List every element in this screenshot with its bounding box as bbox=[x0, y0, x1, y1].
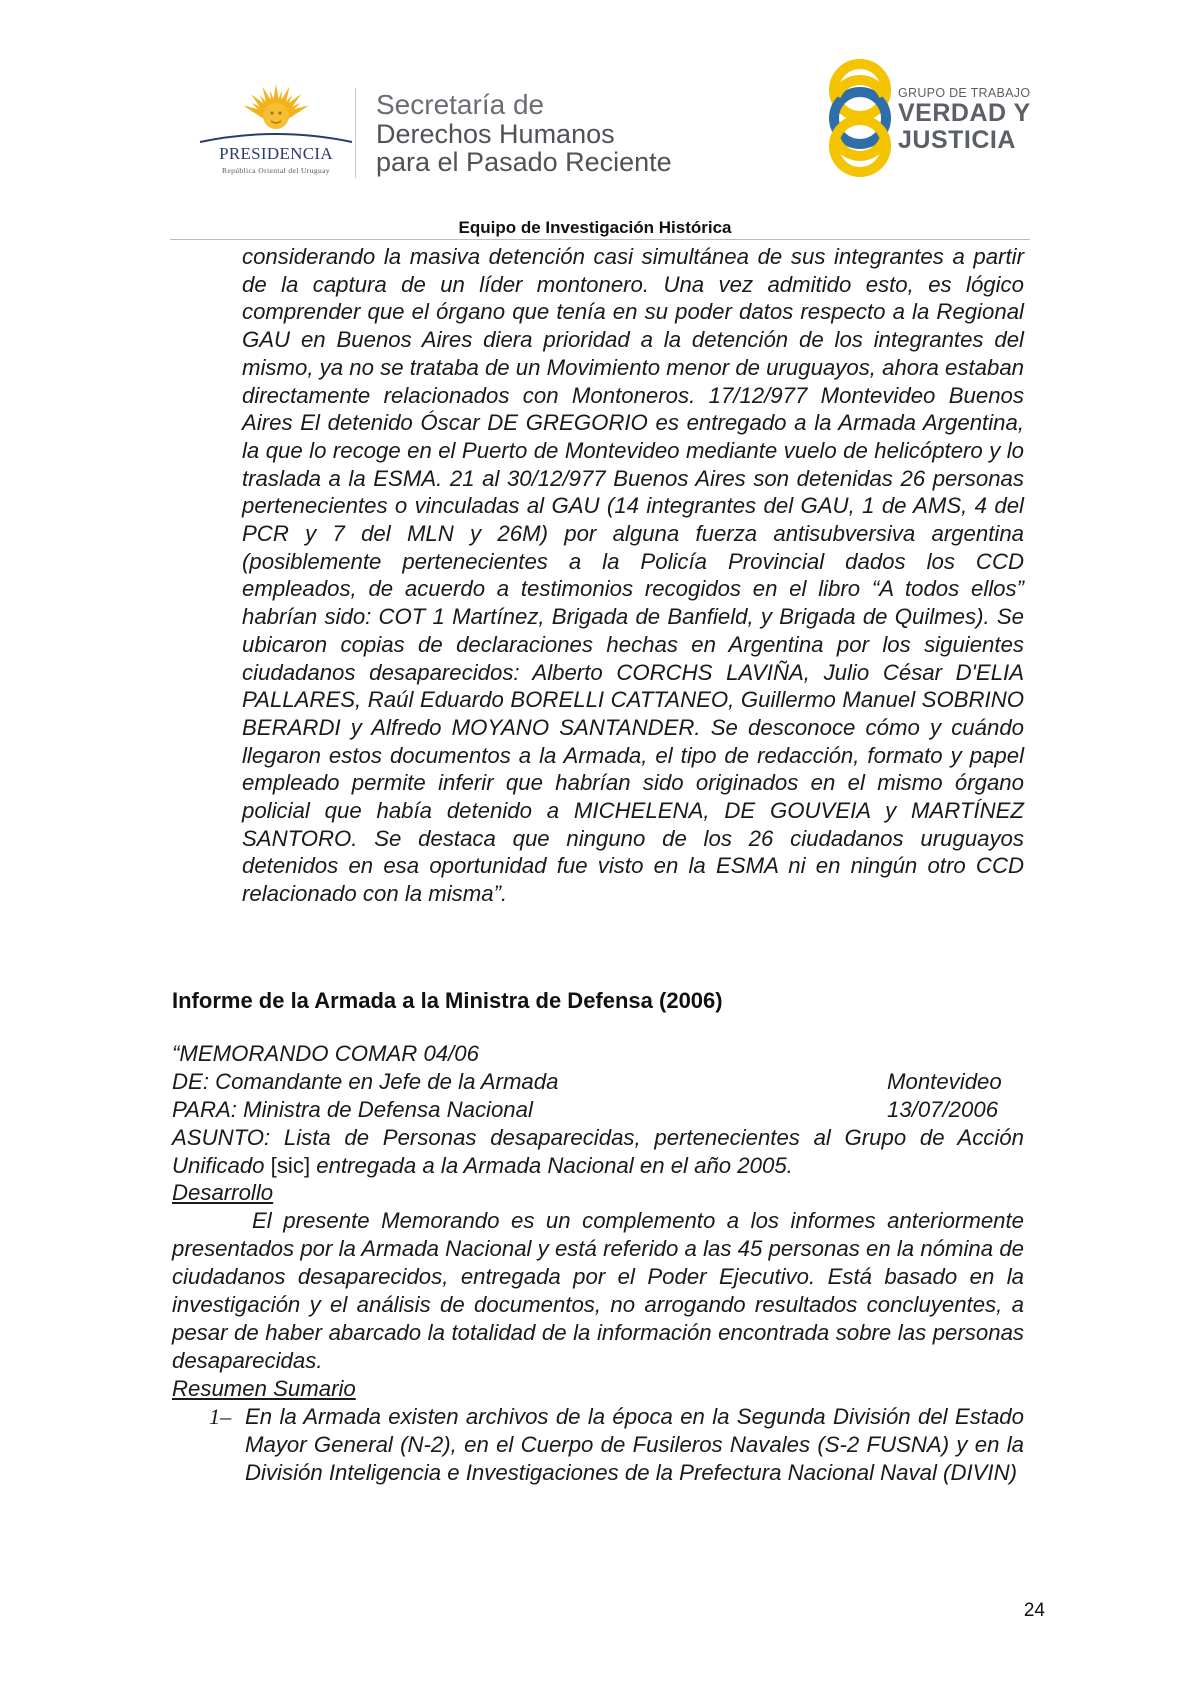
memo-subject-post: entregada a la Armada Nacional en el año 2005. bbox=[310, 1152, 793, 1178]
sun-emblem-icon bbox=[196, 82, 356, 152]
resumen-heading-text: Resumen Sumario bbox=[172, 1375, 356, 1401]
list-item-marker: 1– bbox=[209, 1404, 232, 1429]
memo-to: PARA: Ministra de Defensa Nacional bbox=[172, 1096, 533, 1122]
memorandum bbox=[172, 1040, 1024, 1403]
verdad-justicia-text bbox=[898, 86, 1031, 154]
memo-to-line bbox=[172, 1096, 1024, 1124]
secretaria-line-2: Derechos Humanos bbox=[376, 119, 615, 149]
secretaria-line-3: para el Pasado Reciente bbox=[376, 147, 672, 177]
memo-place: Montevideo bbox=[887, 1068, 1002, 1094]
memo-from: DE: Comandante en Jefe de la Armada bbox=[172, 1068, 559, 1094]
grupo-line-1: GRUPO DE TRABAJO bbox=[898, 86, 1031, 100]
memo-ref: “MEMORANDO COMAR 04/06 bbox=[172, 1041, 479, 1066]
memo-date: 13/07/2006 bbox=[887, 1096, 999, 1122]
secretaria-logo-text bbox=[376, 90, 672, 176]
quote-paragraph: considerando la masiva detención casi simultánea de sus integrantes a partir de la captura de un líder montonero. Una vez admitido esto, es lógico comprender que el órgano que tenía en su poder datos respecto a la Regional GAU en Buenos Aires diera prioridad a la detención de los integrantes del mismo, ya no se trataba de un Movimiento menor de uruguayos, ahora estaban directamente relacionados con Montoneros. 17/12/977 Montevideo Buenos Aires El detenido Óscar DE GREGORIO es entregado a la Armada Argentina, la que lo recoge en el Puerto de Montevideo mediante vuelo de helicóptero y lo traslada a la ESMA. 21 al 30/12/977 Buenos Aires son detenidas 26 personas pertenecientes o vinculadas al GAU (14 integrantes del GAU, 1 de AMS, 4 del PCR y 7 del MLN y 26M) por alguna fuerza antisubversiva argentina (posiblemente pertenecientes a la Policía Provincial dados los CCD empleados, de acuerdo a testimonios recogidos en el libro “A todos ellos” habrían sido: COT 1 Martínez, Brigada de Banfield, y Brigada de Quilmes). Se ubicaron copias de declaraciones hechas en Argentina por los siguientes ciudadanos desaparecidos: Alberto CORCHS LAVIÑA, Julio César D'ELIA PALLARES, Raúl Eduardo BORELLI CATTANEO, Guillermo Manuel SOBRINO BERARDI y Alfredo MOYANO SANTANDER. Se desconoce cómo y cuándo llegaron estos documentos a la Armada, el tipo de redacción, formato y papel empleado permite inferir que habrían sido originados en el mismo órgano policial que había detenido a MICHELENA, DE GOUVEIA y MARTÍNEZ SANTORO. Se destaca que ninguno de los 26 ciudadanos uruguayos detenidos en esa oportunidad fue visto en la ESMA ni en ningún otro CCD relacionado con la misma”. bbox=[242, 244, 1024, 907]
grupo-line-2: VERDAD Y bbox=[898, 99, 1031, 127]
presidencia-logo bbox=[196, 82, 356, 182]
header-divider bbox=[355, 88, 356, 178]
header-rule bbox=[170, 239, 1030, 240]
page-number: 24 bbox=[1023, 1600, 1045, 1621]
section-title: Informe de la Armada a la Ministra de Defensa (2006) bbox=[172, 988, 723, 1013]
desarrollo-paragraph: El presente Memorando es un complemento a los informes anteriormente presentados por la Armada Nacional y está referido a las 45 personas en la nómina de ciudadanos desaparecidos, entregada por el Poder Ejecutivo. Está basado en la investigación y el análisis de documentos, no arrogando resultados concluyentes, a pesar de haber abarcado la totalidad de la información encontrada sobre las personas desaparecidas. bbox=[172, 1208, 1024, 1373]
memo-sic: [sic] bbox=[270, 1152, 311, 1178]
memo-ref-line bbox=[172, 1040, 1024, 1068]
resumen-heading bbox=[172, 1375, 1024, 1403]
presidencia-name: PRESIDENCIA bbox=[219, 144, 333, 163]
memo-subject bbox=[172, 1124, 1024, 1180]
secretaria-line-1: Secretaría de bbox=[376, 89, 545, 120]
resumen-list bbox=[172, 1403, 1024, 1487]
team-title: Equipo de Investigación Histórica bbox=[458, 218, 732, 237]
list-item-text: En la Armada existen archivos de la época en la Segunda División del Estado Mayor General (N-2), en el Cuerpo de Fusileros Navales (S-2 FUSNA) y en la División Inteligencia e Investigaciones de la Prefectura Nacional Naval (DIVIN) bbox=[245, 1404, 1024, 1485]
memo-from-line bbox=[172, 1068, 1024, 1096]
presidencia-subtitle: República Oriental del Uruguay bbox=[221, 166, 330, 175]
memo-subject-pre: ASUNTO: Lista de Personas desaparecidas, pertenecientes al Grupo de Acción Unificado bbox=[172, 1124, 1024, 1178]
grupo-line-3: JUSTICIA bbox=[898, 126, 1016, 154]
desarrollo-heading bbox=[172, 1179, 1024, 1207]
desarrollo-heading-text: Desarrollo bbox=[172, 1180, 274, 1206]
list-item bbox=[172, 1403, 1024, 1487]
